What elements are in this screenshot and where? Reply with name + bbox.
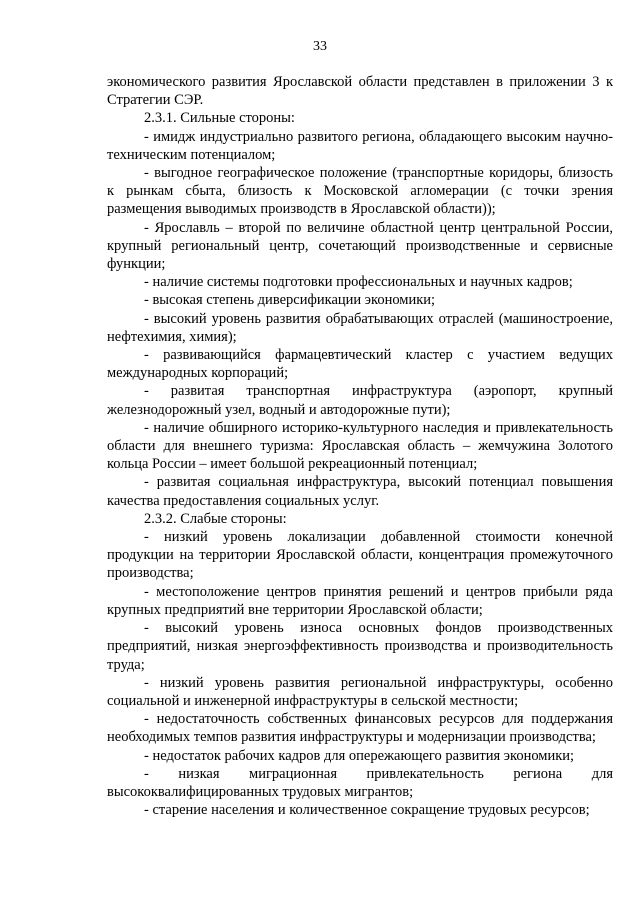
intro-paragraph: экономического развития Ярославской области представлен в приложении 3 к Стратегии СЭР. (107, 74, 613, 109)
list-item: - развивающийся фармацевтический кластер с участием ведущих международных корпораций; (107, 347, 613, 382)
list-item: - развитая транспортная инфраструктура (аэропорт, крупный железнодорожный узел, водный и автодорожные пути); (107, 383, 613, 418)
list-item: - низкий уровень локализации добавленной стоимости конечной продукции на территории Ярославской области, концентрация промежуточного производства; (107, 529, 613, 582)
list-item: - высокий уровень развития обрабатывающих отраслей (машиностроение, нефтехимия, химия); (107, 310, 613, 345)
list-item: - высокий уровень износа основных фондов производственных предприятий, низкая энергоэффективность производства и производительность труда; (107, 620, 613, 673)
weaknesses-heading: 2.3.2. Слабые стороны: (144, 510, 287, 527)
list-item: - недостаток рабочих кадров для опережающего развития экономики; (144, 747, 575, 764)
list-item: - низкий уровень развития региональной инфраструктуры, особенно социальной и инженерной инфраструктуры в сельской местности; (107, 674, 613, 709)
list-item: - недостаточность собственных финансовых ресурсов для поддержания необходимых темпов развития инфраструктуры и модернизации производства; (107, 711, 613, 746)
list-item: - местоположение центров принятия решений и центров прибыли ряда крупных предприятий вне территории Ярославской области; (107, 583, 613, 618)
list-item: - развитая социальная инфраструктура, высокий потенциал повышения качества предоставления социальных услуг. (107, 474, 613, 509)
list-item: - низкая миграционная привлекательность региона для высококвалифицированных трудовых мигрантов; (107, 765, 613, 800)
strengths-heading: 2.3.1. Сильные стороны: (144, 110, 295, 127)
document-body (107, 73, 613, 819)
list-item: - Ярославль – второй по величине областной центр центральной России, крупный региональный центр, сочетающий производственные и сервисные функции; (107, 219, 613, 273)
list-item: - наличие системы подготовки профессиональных и научных кадров; (144, 274, 573, 291)
list-item: - имидж индустриально развитого региона, обладающего высоким научно-техническим потенциалом; (107, 128, 613, 163)
list-item: - наличие обширного историко-культурного наследия и привлекательность области для внешнего туризма: Ярославская область – жемчужина Золотого кольца России – имеет большой рекреационный потенциал; (107, 419, 613, 473)
list-item: - выгодное географическое положение (транспортные коридоры, близость к рынкам сбыта, близость к Московской агломерации (с точки зрения размещения выводимых производств в Ярославской области)); (107, 165, 613, 218)
list-item: - старение населения и количественное сокращение трудовых ресурсов; (144, 802, 590, 819)
page-number: 33 (313, 39, 327, 54)
list-item: - высокая степень диверсификации экономики; (144, 292, 436, 309)
